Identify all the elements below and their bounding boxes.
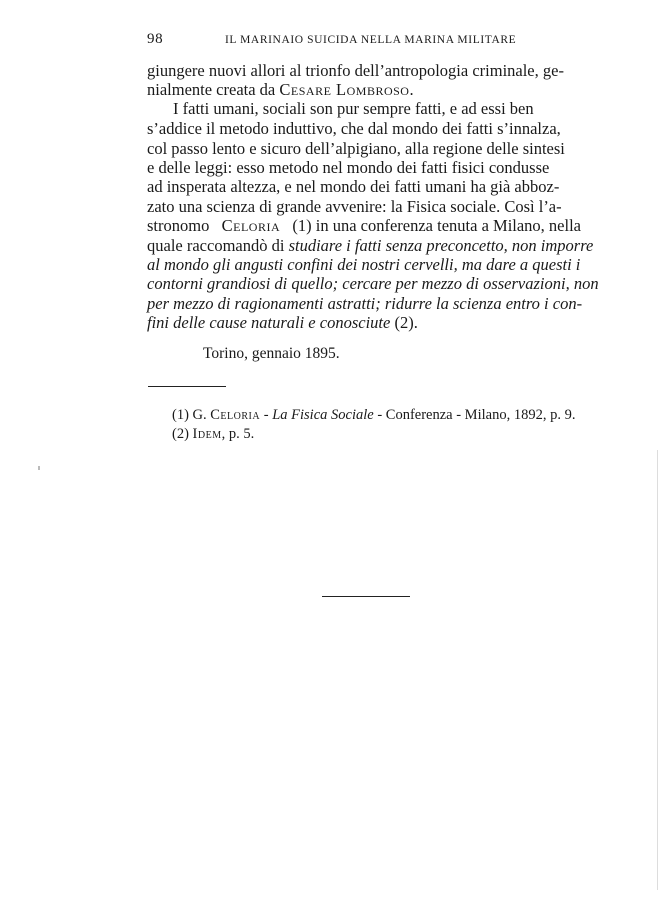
text-line [147, 80, 581, 100]
italic-quote: contorni grandiosi di quello; cercare per mezzo di osservazioni, non [147, 274, 599, 293]
text-line [147, 158, 581, 178]
text-segment: . [409, 80, 414, 99]
scan-edge [657, 450, 658, 890]
text-segment: ad insperata altezza, e nel mondo dei fatti umani ha già abboz- [147, 177, 560, 196]
scan-speck [38, 466, 40, 470]
text-segment: giungere nuovi allori al trionfo dell’antropologia criminale, ge- [147, 61, 564, 80]
text-line [147, 61, 581, 81]
text-segment: nialmente creata da [147, 80, 280, 99]
text-line [147, 139, 581, 159]
italic-quote: per mezzo di ragionamenti astratti; ridurre la scienza entro i con- [147, 294, 583, 313]
author-name: Celoria [210, 407, 261, 423]
text-segment: e delle leggi: esso metodo nel mondo dei fatti fisici condusse [147, 158, 550, 177]
text-segment: s’addice il metodo induttivo, che dal mondo dei fatti s’innalza, [147, 119, 561, 138]
date-signature: Torino, gennaio 1895. [203, 345, 340, 362]
text-segment: quale raccomandò di [147, 236, 289, 255]
text-segment: zato una scienza di grande avvenire: la Fisica sociale. Così l’a- [147, 197, 562, 216]
footnote-divider [148, 386, 226, 387]
text-segment: (2). [390, 313, 418, 332]
text-segment: - Conferenza - Milano, 1892, p. 9. [373, 407, 576, 423]
ibid-reference: Idem [192, 426, 222, 442]
text-segment: col passo lento e sicuro dell’alpigiano, alla regione delle sintesi [147, 139, 565, 158]
author-name: Celoria [221, 216, 281, 235]
text-segment: , p. 5. [221, 426, 255, 442]
text-segment: (2) [172, 426, 193, 442]
page-header [147, 31, 587, 51]
text-line [147, 119, 581, 139]
text-segment: - [260, 407, 273, 423]
text-line [147, 197, 581, 217]
text-line [147, 177, 581, 197]
italic-quote: studiare i fatti senza preconcetto, non imporre [288, 236, 594, 255]
text-line [147, 294, 581, 314]
author-name: Cesare Lombroso [279, 80, 410, 99]
text-line [147, 313, 581, 333]
italic-quote: al mondo gli angusti confini dei nostri cervelli, ma dare a questi i [147, 255, 581, 274]
text-line [147, 274, 599, 294]
text-line [147, 255, 581, 275]
footnote-2 [172, 426, 254, 443]
text-segment: I fatti umani, sociali son pur sempre fatti, e ad essi ben [173, 99, 534, 118]
text-segment: (1) G. [172, 407, 211, 423]
page-number: 98 [147, 31, 164, 47]
text-line [147, 216, 581, 236]
footnote-1 [172, 407, 575, 424]
text-segment: stronomo [147, 216, 214, 235]
text-line [147, 236, 594, 256]
work-title: La Fisica Sociale [272, 407, 374, 423]
paragraph-first-line [173, 99, 581, 119]
italic-quote: fini delle cause naturali e conosciute [147, 313, 391, 332]
running-head: IL MARINAIO SUICIDA NELLA MARINA MILITARE [225, 34, 517, 46]
end-divider [322, 596, 410, 597]
text-segment: (1) in una conferenza tenuta a Milano, nella [288, 216, 581, 235]
